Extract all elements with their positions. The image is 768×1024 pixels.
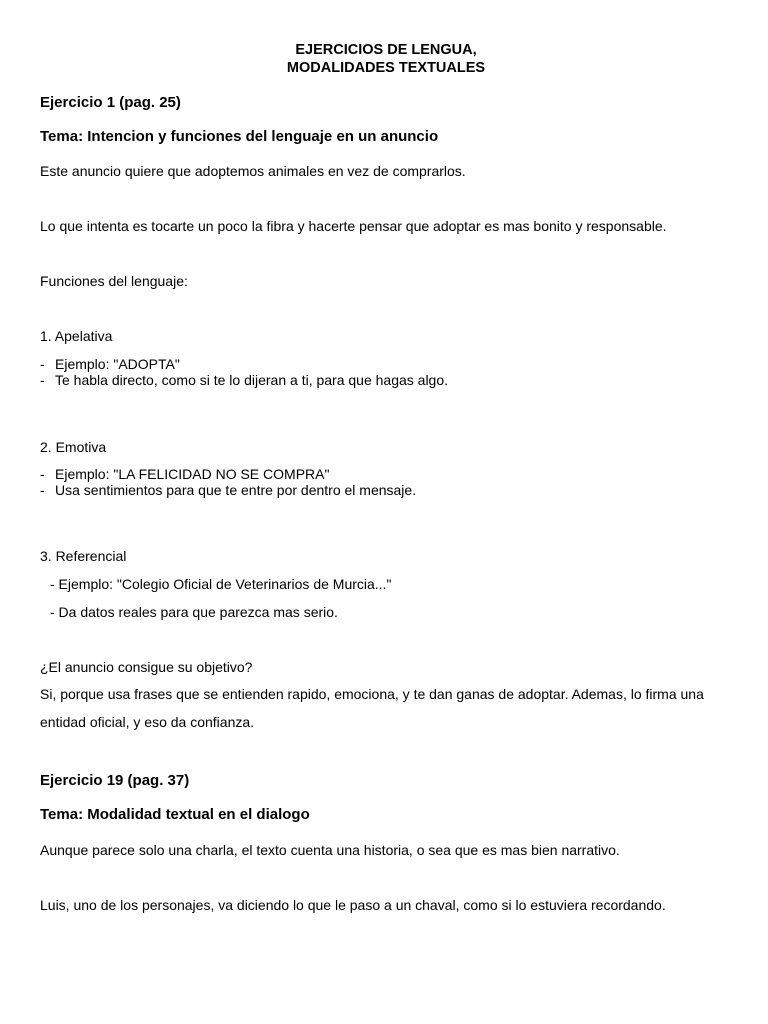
function-1-title: 1. Apelativa [40, 328, 113, 344]
bullet-dash: - [40, 482, 45, 498]
function-3-title: 3. Referencial [40, 548, 127, 564]
bullet-dash: - [40, 356, 45, 372]
function-2-title: 2. Emotiva [40, 439, 107, 455]
function-2-bullet-2 [40, 481, 416, 499]
exercise-1-paragraph-2: Lo que intenta es tocarte un poco la fibra y hacerte pensar que adoptar es mas bonito y responsable. [40, 218, 667, 234]
function-3-bullet-1: - Ejemplo: "Colegio Oficial de Veterinarios de Murcia..." [50, 576, 392, 592]
exercise-1-paragraph-1: Este anuncio quiere que adoptemos animales en vez de comprarlos. [40, 163, 466, 179]
function-3-bullet-2: - Da datos reales para que parezca mas serio. [50, 604, 338, 620]
bullet-text: Usa sentimientos para que te entre por dentro el mensaje. [55, 482, 417, 498]
bullet-text: Te habla directo, como si te lo dijeran a ti, para que hagas algo. [55, 372, 449, 388]
exercise-19-topic: Tema: Modalidad textual en el dialogo [40, 806, 310, 823]
objective-question: ¿El anuncio consigue su objetivo? [40, 659, 253, 675]
objective-answer-line-1: Si, porque usa frases que se entienden rapido, emociona, y te dan ganas de adoptar. Ademas, lo firma una [40, 686, 704, 702]
exercise-19-paragraph-2: Luis, uno de los personajes, va diciendo lo que le paso a un chaval, como si lo estuviera recordando. [40, 897, 666, 913]
bullet-text: Ejemplo: "ADOPTA" [55, 356, 180, 372]
document-title-line-2: MODALIDADES TEXTUALES [286, 60, 486, 76]
bullet-text: Ejemplo: "LA FELICIDAD NO SE COMPRA" [55, 466, 330, 482]
function-1-bullet-2 [40, 371, 448, 389]
bullet-dash: - [40, 372, 45, 388]
document-title-line-1: EJERCICIOS DE LENGUA, [295, 42, 477, 58]
functions-label: Funciones del lenguaje: [40, 273, 188, 289]
exercise-1-topic: Tema: Intencion y funciones del lenguaje en un anuncio [40, 128, 439, 145]
objective-answer-line-2: entidad oficial, y eso da confianza. [40, 714, 255, 730]
exercise-19-paragraph-1: Aunque parece solo una charla, el texto cuenta una historia, o sea que es mas bien narrativo. [40, 842, 620, 858]
exercise-19-heading: Ejercicio 19 (pag. 37) [40, 772, 190, 789]
bullet-dash: - [40, 466, 45, 482]
exercise-1-heading: Ejercicio 1 (pag. 25) [40, 94, 181, 111]
